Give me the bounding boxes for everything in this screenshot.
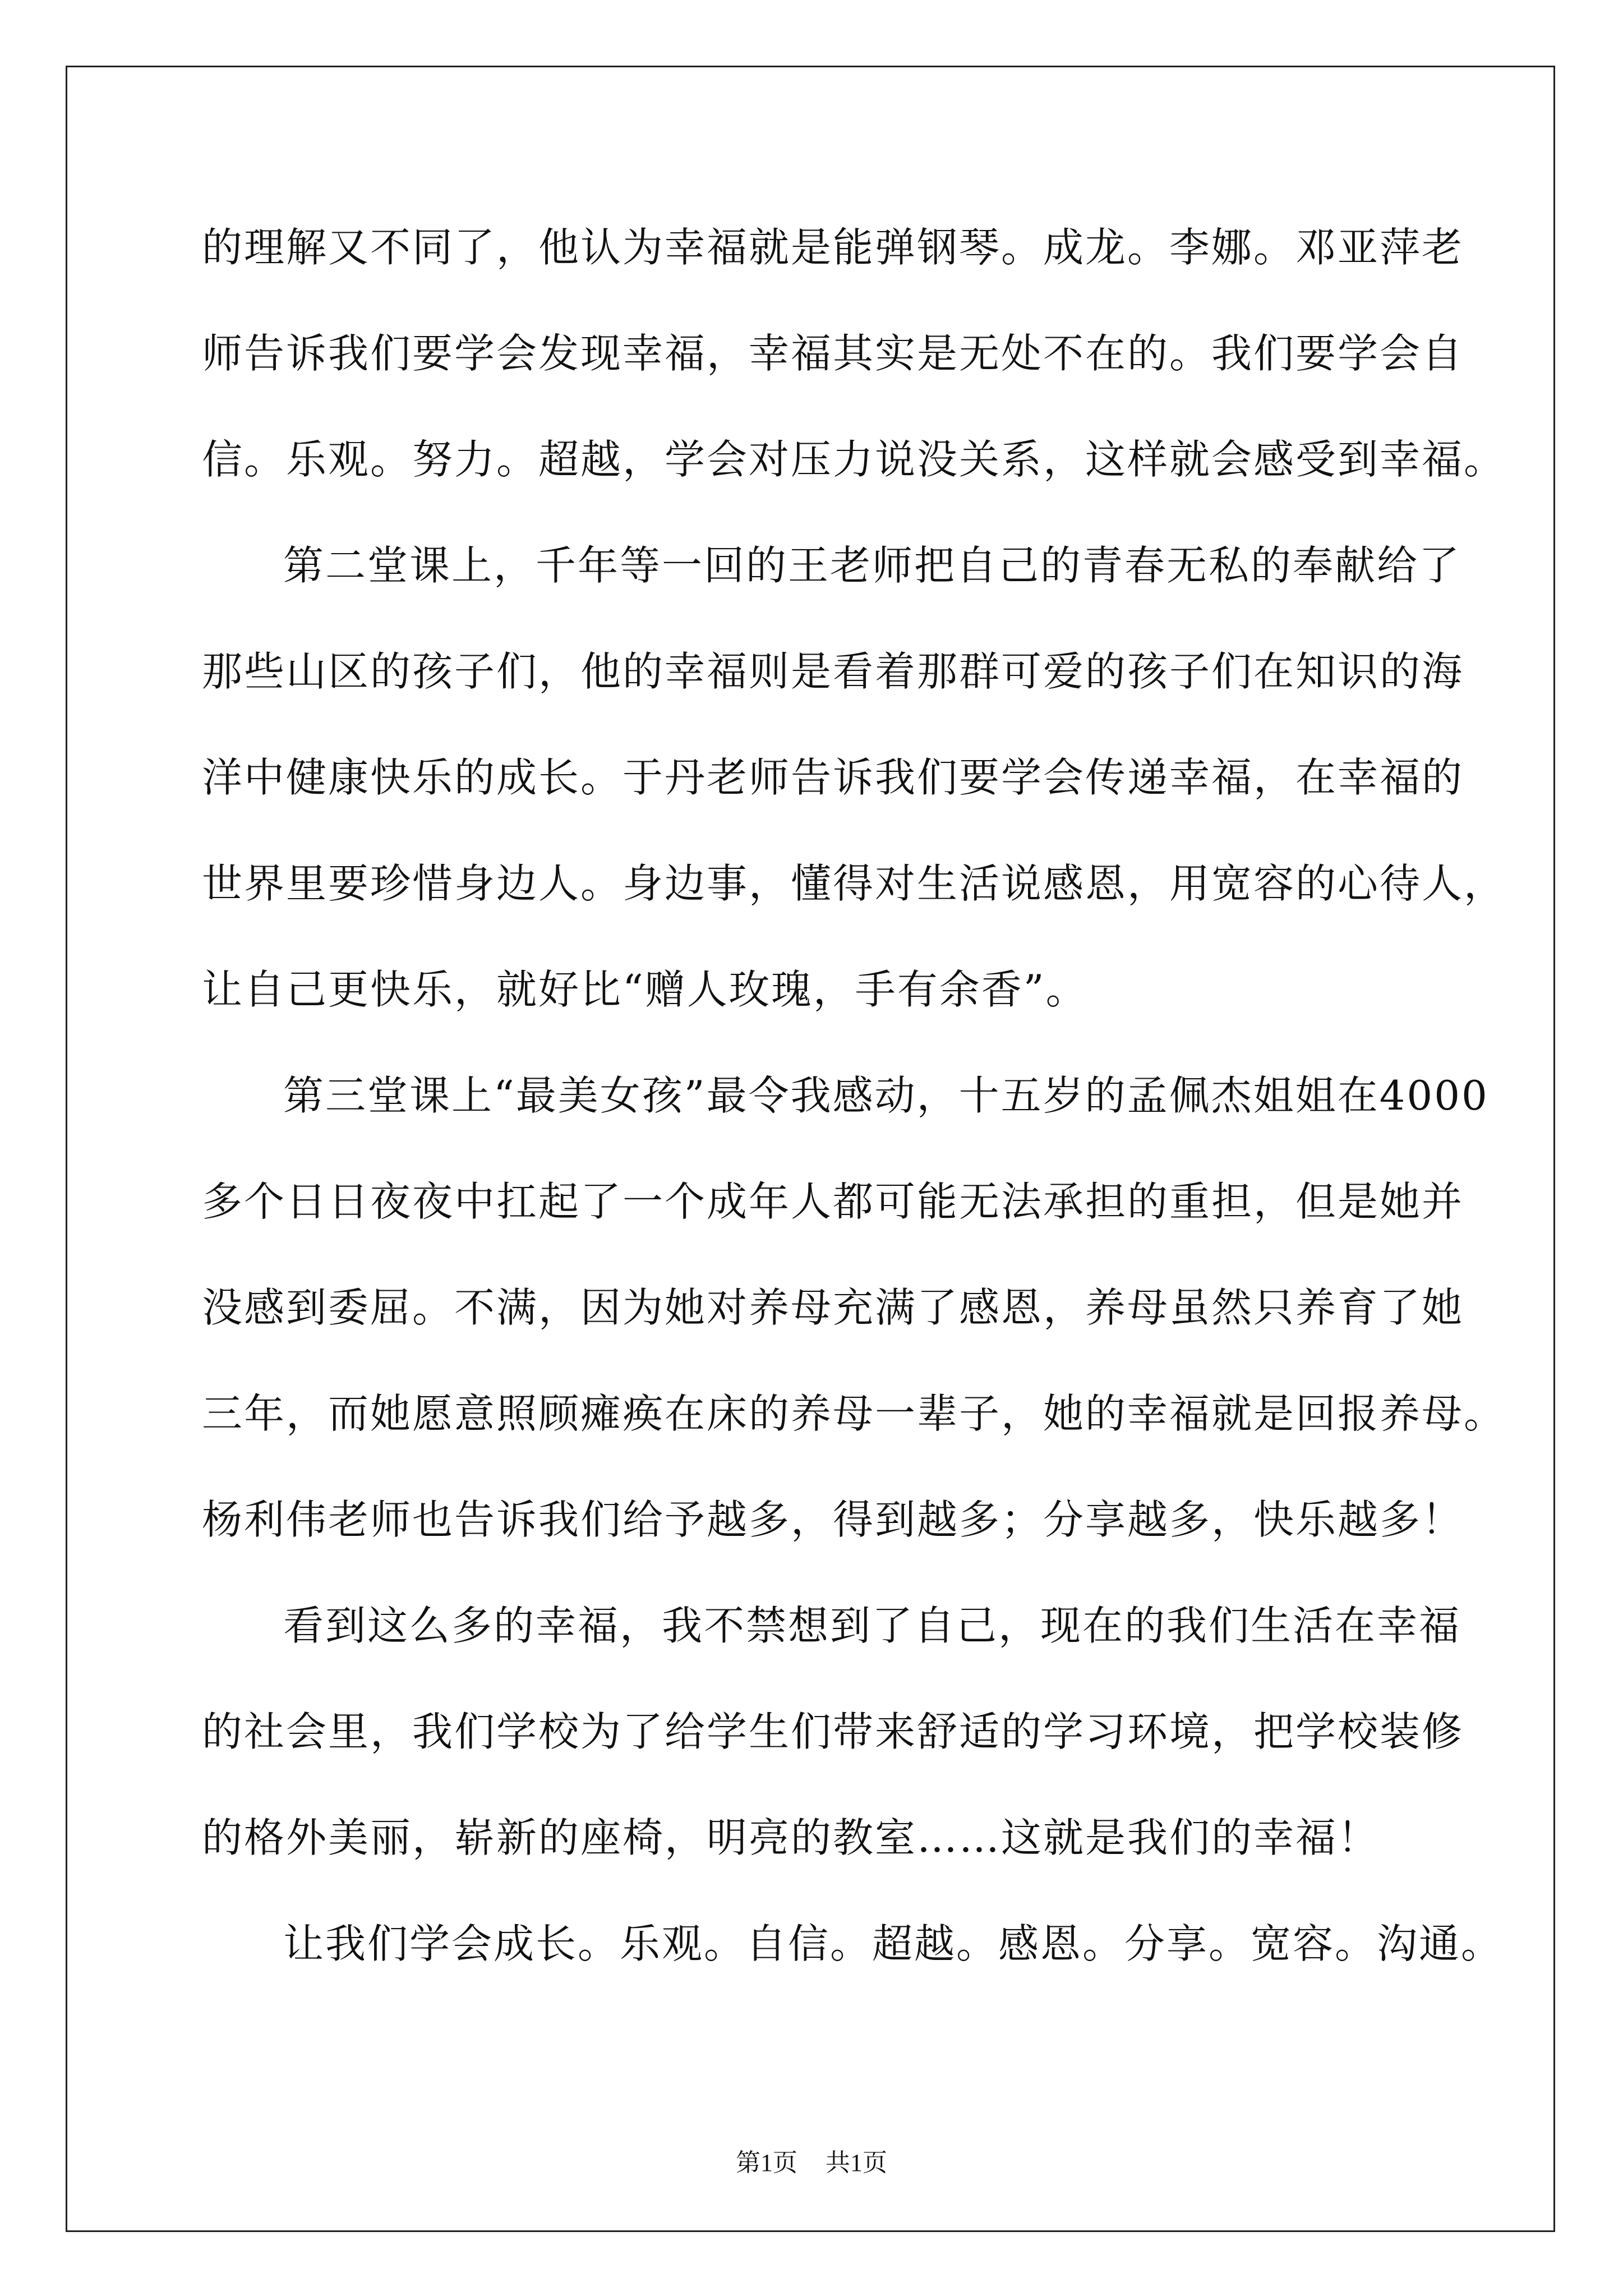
total-pages: 共1页	[826, 2149, 887, 2177]
text-line: 多个日日夜夜中扛起了一个成年人都可能无法承担的重担，但是她并	[202, 1178, 1464, 1225]
paragraph-start-line: 让我们学会成长。乐观。自信。超越。感恩。分享。宽容。沟通。	[283, 1920, 1504, 1967]
text-line: 师告诉我们要学会发现幸福，幸福其实是无处不在的。我们要学会自	[202, 330, 1464, 377]
text-line: 洋中健康快乐的成长。于丹老师告诉我们要学会传递幸福，在幸福的	[202, 754, 1464, 801]
text-line: 的格外美丽，崭新的座椅，明亮的教室……这就是我们的幸福！	[202, 1814, 1380, 1861]
text-line: 的理解又不同了，他认为幸福就是能弹钢琴。成龙。李娜。邓亚萍老	[202, 224, 1464, 271]
page-border	[66, 66, 1555, 2232]
paragraph-start-line: 看到这么多的幸福，我不禁想到了自己，现在的我们生活在幸福	[283, 1602, 1461, 1649]
text-line: 那些山区的孩子们，他的幸福则是看着那群可爱的孩子们在知识的海	[202, 648, 1464, 695]
paragraph-start-line: 第二堂课上，千年等一回的王老师把自己的青春无私的奉献给了	[283, 542, 1461, 589]
paragraph-start-line: 第三堂课上“最美女孩”最令我感动，十五岁的孟佩杰姐姐在4000	[283, 1072, 1489, 1119]
text-line: 让自己更快乐，就好比“赠人玫瑰，手有余香”。	[202, 966, 1088, 1013]
page-footer	[0, 2146, 1623, 2180]
text-line: 的社会里，我们学校为了给学生们带来舒适的学习环境，把学校装修	[202, 1708, 1464, 1755]
text-line: 没感到委屈。不满，因为她对养母充满了感恩，养母虽然只养育了她	[202, 1284, 1464, 1331]
page-number: 第1页	[736, 2149, 797, 2177]
text-line: 世界里要珍惜身边人。身边事，懂得对生活说感恩，用宽容的心待人，	[202, 860, 1506, 907]
text-line: 杨利伟老师也告诉我们给予越多，得到越多；分享越多，快乐越多！	[202, 1496, 1464, 1543]
text-line: 信。乐观。努力。超越，学会对压力说没关系，这样就会感受到幸福。	[202, 436, 1506, 483]
text-line: 三年，而她愿意照顾瘫痪在床的养母一辈子，她的幸福就是回报养母。	[202, 1390, 1506, 1437]
